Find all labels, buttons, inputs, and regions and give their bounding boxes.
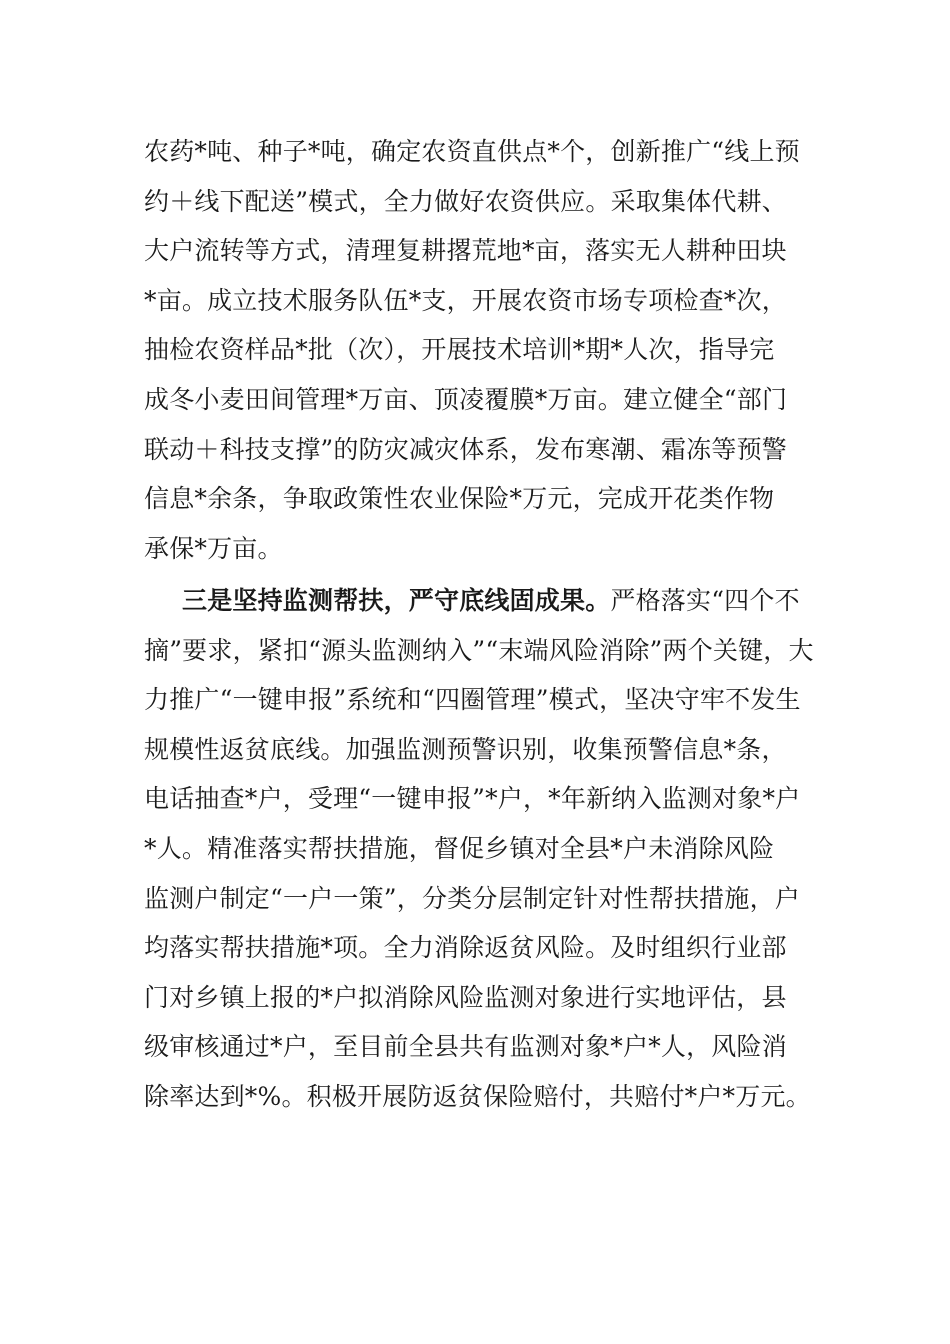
- paragraph-agricultural-supply: [144, 127, 808, 573]
- text-line: *人。精准落实帮扶措施，督促乡镇对全县*户未消除风险: [144, 833, 775, 863]
- text-line: 规模性返贫底线。加强监测预警识别，收集预警信息*条，: [144, 734, 787, 764]
- paragraph-monitoring-assistance: [144, 576, 814, 1122]
- section-heading: 三是坚持监测帮扶，严守底线固成果。: [182, 586, 611, 615]
- paragraph-first-line: [144, 576, 808, 626]
- text-line: 抽检农资样品*批（次），开展技术培训*期*人次，指导完: [144, 335, 775, 365]
- text-line: 摘”要求，紧扣“源头监测纳入”“末端风险消除”两个关键，大: [144, 635, 814, 665]
- text-line: 成冬小麦田间管理*万亩、顶凌覆膜*万亩。建立健全“部门: [144, 384, 788, 414]
- text-line: 力推广“一键申报”系统和“四圈管理”模式，坚决守牢不发生: [144, 685, 801, 715]
- heading-line-rest: 严格落实“四个不: [610, 586, 800, 615]
- text-line: 级审核通过*户，至目前全县共有监测对象*户*人，风险消: [144, 1032, 787, 1062]
- text-line: 联动＋科技支撑”的防灾减灾体系，发布寒潮、霜冻等预警: [144, 434, 787, 464]
- text-line: 监测户制定“一户一策”，分类分层制定针对性帮扶措施，户: [144, 883, 800, 913]
- text-line: 电话抽查*户，受理“一键申报”*户，*年新纳入监测对象*户: [144, 784, 801, 814]
- text-line: 农药*吨、种子*吨，确定农资直供点*个，创新推广“线上预: [144, 137, 800, 166]
- text-line: 承保*万亩。: [144, 533, 283, 563]
- text-line: 大户流转等方式，清理复耕撂荒地*亩，落实无人耕种田块: [144, 236, 787, 266]
- text-line: 约＋线下配送”模式，全力做好农资供应。采取集体代耕、: [144, 186, 787, 216]
- text-line: 信息*余条，争取政策性农业保险*万元，完成开花类作物: [144, 484, 775, 514]
- text-line: 除率达到*%。积极开展防返贫保险赔付，共赔付*户*万元。: [144, 1081, 811, 1111]
- text-line: 门对乡镇上报的*户拟消除风险监测对象进行实地评估，县: [144, 982, 787, 1012]
- text-line: *亩。成立技术服务队伍*支，开展农资市场专项检查*次，: [144, 285, 787, 315]
- text-line: 均落实帮扶措施*项。全力消除返贫风险。及时组织行业部: [144, 933, 787, 963]
